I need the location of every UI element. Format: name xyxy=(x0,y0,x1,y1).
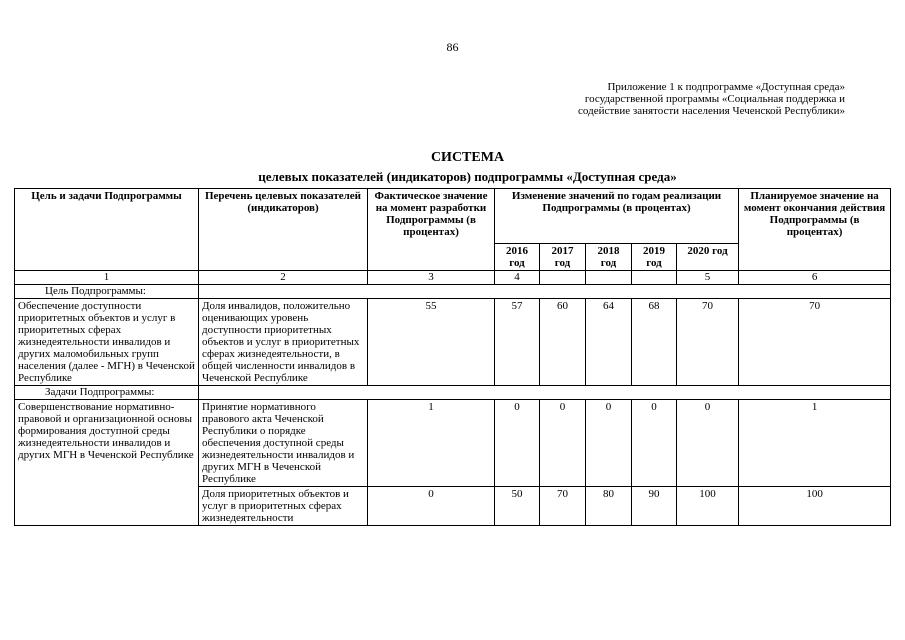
header-goal: Цель и задачи Подпрограммы xyxy=(15,189,199,271)
header-year: 2020 год xyxy=(677,244,739,271)
actual-value: 0 xyxy=(368,487,495,526)
year-value: 50 xyxy=(495,487,540,526)
header-year: 2017 год xyxy=(540,244,586,271)
goal-text: Обеспечение доступности приоритетных объектов и услуг в приоритетных сферах жизнедеятельности инвалидов и других маломобильных групп населения (далее - МГН) в Чеченской Республике xyxy=(15,299,199,386)
year-value: 0 xyxy=(540,400,586,487)
header-year: 2019 год xyxy=(632,244,677,271)
page-number: 86 xyxy=(446,40,459,54)
document-subtitle: целевых показателей (индикаторов) подпрограммы «Доступная среда» xyxy=(258,169,677,184)
goal-row xyxy=(15,299,891,386)
header-year: 2016 год xyxy=(495,244,540,271)
appendix-line-1: Приложение 1 к подпрограмме «Доступная среда» xyxy=(607,81,845,93)
indicator-text: Доля инвалидов, положительно оценивающих уровень доступности приоритетных объектов и услуг в приоритетных сферах жизнедеятельности, в общей численности инвалидов в Чеченской Республике xyxy=(199,299,368,386)
year-value: 0 xyxy=(677,400,739,487)
header-indicators: Перечень целевых показателей (индикаторов) xyxy=(199,189,368,271)
year-value: 100 xyxy=(677,487,739,526)
column-number: 1 xyxy=(15,271,199,285)
indicators-table xyxy=(14,188,891,526)
appendix-note xyxy=(578,81,845,117)
column-number-empty xyxy=(540,271,586,285)
header-planned: Планируемое значение на момент окончания действия Подпрограммы (в процентах) xyxy=(739,189,891,271)
planned-value: 70 xyxy=(739,299,891,386)
year-value: 80 xyxy=(586,487,632,526)
header-year: 2018 год xyxy=(586,244,632,271)
column-number: 6 xyxy=(739,271,891,285)
actual-value: 1 xyxy=(368,400,495,487)
header-actual: Фактическое значение на момент разработки Подпрограммы (в процентах) xyxy=(368,189,495,271)
task-text: Совершенствование нормативно-правовой и организационной основы формирования доступной среды жизнедеятельности инвалидов и других МГН в Чеченской Республике xyxy=(15,400,199,526)
numbering-row xyxy=(15,271,891,285)
planned-value: 1 xyxy=(739,400,891,487)
year-value: 0 xyxy=(632,400,677,487)
year-value: 0 xyxy=(495,400,540,487)
year-value: 0 xyxy=(586,400,632,487)
column-number: 3 xyxy=(368,271,495,285)
actual-value: 55 xyxy=(368,299,495,386)
column-number-empty xyxy=(632,271,677,285)
year-value: 70 xyxy=(540,487,586,526)
year-value: 64 xyxy=(586,299,632,386)
column-number: 4 xyxy=(495,271,540,285)
header-row xyxy=(15,189,891,244)
tasks-section-label: Задачи Подпрограммы: xyxy=(15,386,199,400)
appendix-line-2: государственной программы «Социальная поддержка и xyxy=(584,93,845,105)
column-number-empty xyxy=(586,271,632,285)
indicator-text: Принятие нормативного правового акта Чеченской Республики о порядке обеспечения доступной среды жизнедеятельности инвалидов и других МГН в Чеченской Республике xyxy=(199,400,368,487)
year-value: 60 xyxy=(540,299,586,386)
indicator-text: Доля приоритетных объектов и услуг в приоритетных сферах жизнедеятельности xyxy=(199,487,368,526)
appendix-line-3: содействие занятости населения Чеченской Республики» xyxy=(578,105,845,117)
year-value: 70 xyxy=(677,299,739,386)
header-change: Изменение значений по годам реализации Подпрограммы (в процентах) xyxy=(495,189,739,244)
year-value: 68 xyxy=(632,299,677,386)
goal-section-row xyxy=(15,285,891,299)
tasks-section-row xyxy=(15,386,891,400)
year-value: 90 xyxy=(632,487,677,526)
task-row xyxy=(15,400,891,487)
planned-value: 100 xyxy=(739,487,891,526)
goal-section-label: Цель Подпрограммы: xyxy=(15,285,199,299)
year-value: 57 xyxy=(495,299,540,386)
column-number: 5 xyxy=(677,271,739,285)
column-number: 2 xyxy=(199,271,368,285)
document-title: СИСТЕМА xyxy=(430,150,505,165)
